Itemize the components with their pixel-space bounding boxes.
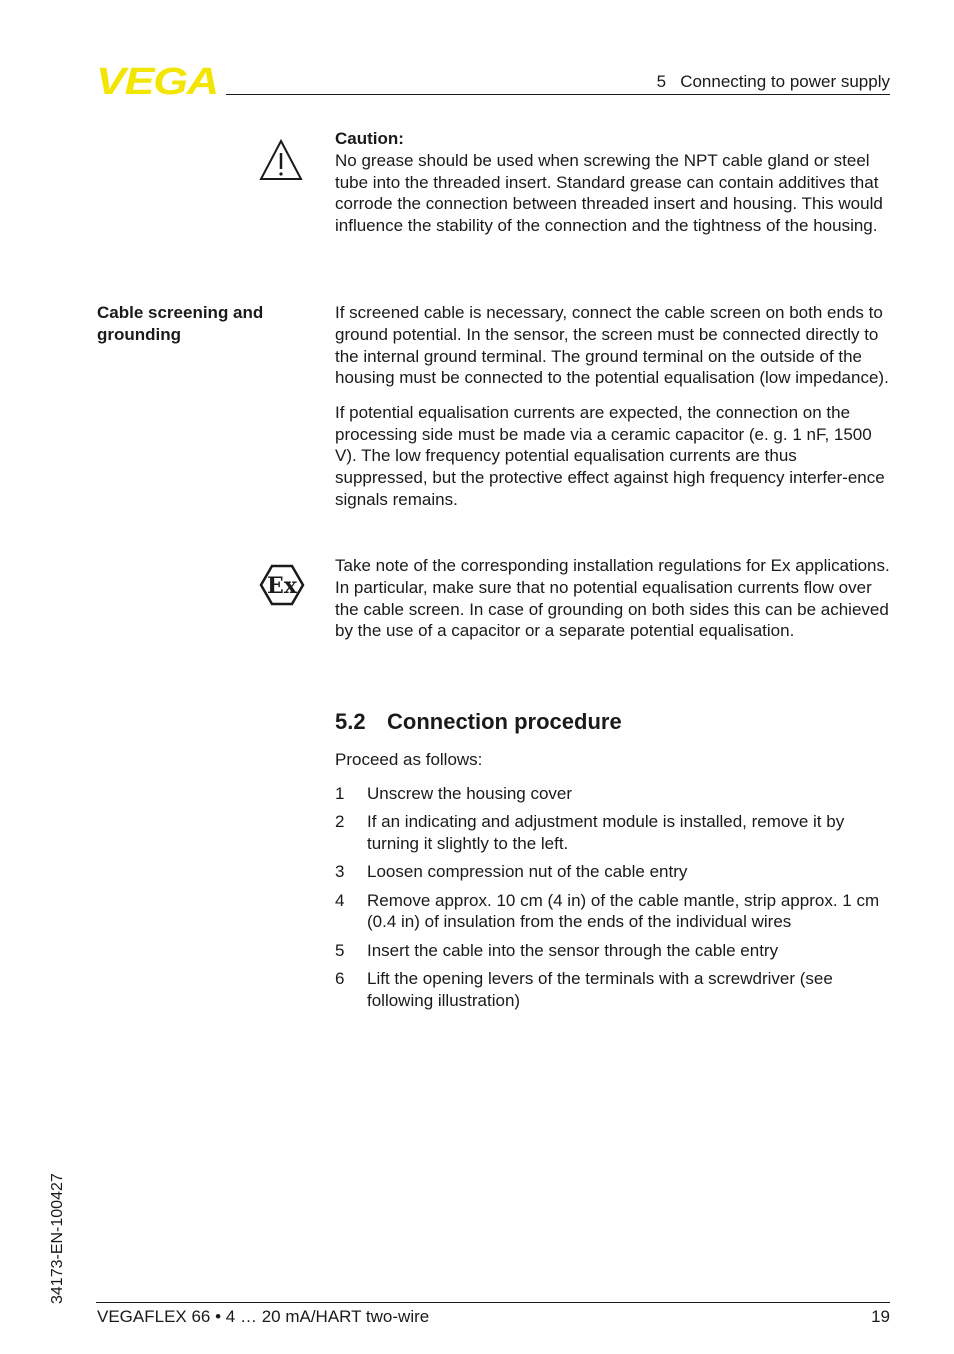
header-rule — [226, 94, 890, 95]
svg-text:Ex: Ex — [267, 573, 297, 599]
page-number: 19 — [871, 1307, 890, 1326]
step-text: If an indicating and adjustment module is installed, remove it by turning it slightly to the left. — [367, 812, 845, 854]
caution-label: Caution: — [335, 129, 404, 148]
caution-text: No grease should be used when screwing the NPT cable gland or steel tube into the threaded insert. Standard grease can contain additives that corrode the connection between threaded insert and housing. This would influence the stability of the connection and the tightness of the housing. — [335, 150, 883, 236]
step-number: 5 — [335, 940, 345, 960]
document-code: 34173-EN-100427 — [49, 1173, 66, 1304]
cable-screening-label: Cable screening and grounding — [97, 303, 264, 344]
section-heading — [335, 708, 622, 736]
steps-list — [335, 783, 891, 1018]
footer-product: VEGAFLEX 66 • 4 … 20 mA/HART two-wire — [97, 1307, 430, 1326]
cable-screening-paragraph-1: If screened cable is necessary, connect the cable screen on both ends to ground potential. In the sensor, the screen must be connected directly to the internal ground terminal. The ground terminal on the outside of the housing must be connected to the potential equalisation (low impedance). — [335, 303, 889, 388]
svg-text:VEGA: VEGA — [96, 62, 218, 98]
footer-rule — [96, 1302, 890, 1303]
cable-screening-text — [335, 302, 891, 511]
step-number: 4 — [335, 890, 345, 910]
ex-note-text: Take note of the corresponding installation regulations for Ex applications. In particular, make sure that no potential equalisation currents flow over the cable screen. In case of grounding on both sides this can be achieved by the use of a capacitor or a separate potential equalisation. — [335, 556, 890, 641]
caution-block — [335, 128, 891, 237]
warning-triangle-icon — [258, 138, 310, 188]
list-item — [335, 968, 891, 1012]
step-text: Remove approx. 10 cm (4 in) of the cable mantle, strip approx. 1 cm (0.4 in) of insulation from the ends of the individual wires — [367, 890, 880, 932]
step-text: Lift the opening levers of the terminals with a screwdriver (see following illustration) — [367, 969, 833, 1010]
list-item — [335, 861, 891, 883]
step-text: Insert the cable into the sensor through the cable entry — [367, 940, 779, 960]
vega-logo — [96, 62, 220, 98]
section-title: Connection procedure — [387, 709, 622, 734]
list-item — [335, 940, 891, 962]
section-intro: Proceed as follows: — [335, 750, 483, 769]
step-number: 1 — [335, 784, 345, 803]
ex-hexagon-icon — [258, 562, 310, 612]
step-text: Unscrew the housing cover — [367, 784, 573, 803]
list-item — [335, 811, 891, 855]
list-item — [335, 890, 891, 934]
step-number: 3 — [335, 862, 345, 882]
cable-screening-paragraph-2: If potential equalisation currents are expected, the connection on the processing side must be made via a ceramic capacitor (e. g. 1 nF, 1500 V). The low frequency potential equalisation currents are thus suppressed, but the protective effect against high frequency interfer-ence signals remains. — [335, 402, 885, 509]
step-text: Loosen compression nut of the cable entry — [367, 862, 688, 882]
list-item — [335, 783, 891, 805]
step-number: 6 — [335, 969, 345, 989]
section-number: 5.2 — [335, 709, 366, 734]
step-number: 2 — [335, 812, 345, 832]
chapter-title: 5 Connecting to power supply — [656, 72, 890, 91]
